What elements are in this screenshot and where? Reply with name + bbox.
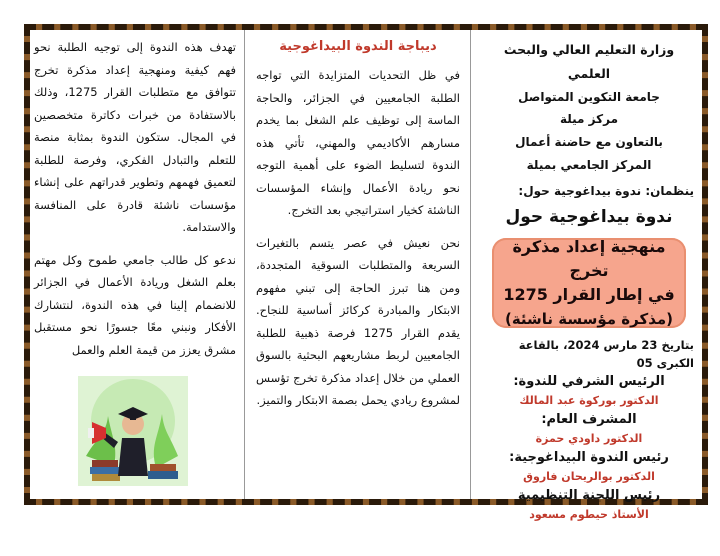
organize-line: ينظمان: ندوة بيداغوجية حول:	[518, 184, 694, 198]
role-title: الرئيس الشرفي للندوة:	[513, 374, 665, 389]
preamble-title: ديباجة الندوة البيداغوجية	[279, 39, 437, 54]
event-date: بتاريخ 23 مارس 2024، بالقاعة الكبرى 05	[518, 338, 694, 370]
preamble-paragraph-2: نحن نعيش في عصر يتسم بالتغيرات السريعة والمتطلبات السوقية المتجددة، ومن هنا تبرز الحاجة إلى تبني مفهوم الابتكار والمبادرة كركائز أساسية للنجاح. يقدم القرار 1275 فرصة ذهبية للطلبة الجامعيين لربط مشاريعهم البحثية بالسوق العملي من خلال إعداد مذكرة تخرج تؤسس لمشروع ريادي يحمل بصمة الابتكار والتميز.	[256, 235, 460, 407]
column-divider	[470, 30, 471, 499]
partner-line-1: بالتعاون مع حاضنة أعمال	[515, 135, 663, 149]
brochure-frame	[24, 24, 708, 521]
theme-line-3: (مذكرة مؤسسة ناشئة)	[504, 310, 674, 328]
cover-panel	[476, 30, 702, 521]
graduate-with-megaphone-icon	[78, 376, 188, 486]
roles-list	[484, 372, 694, 524]
role-title: رئيس اللجنة التنظيمية	[517, 488, 661, 503]
invitation-paragraph: ندعو كل طالب جامعي طموح وكل مهتم بعلم الشغل وريادة الأعمال في الجزائر للانضمام إلينا في هذه الندوة، لنتشارك الأفكار ونبني معًا جسورًا نحو مستقبل مشرق يعزز من قيمة العلم والعمل	[34, 252, 236, 357]
partner-line-2: المركز الجامعي بميلة	[526, 158, 652, 172]
preamble-paragraph-1: في ظل التحديات المتزايدة التي تواجه الطلبة الجامعيين في الجزائر، والحاجة الماسة إلى توظيف علم الشغل بما يخدم مسارهم الأكاديمي والمهني، تأتي هذه الندوة لتسليط الضوء على أهمية التوجه نحو ريادة الأعمال وإنشاء المؤسسات الناشئة كخيار استراتيجي بعد التخرج.	[256, 68, 460, 217]
theme-box	[492, 238, 686, 328]
role-person: الدكتور بوالريحان فاروق	[523, 470, 655, 483]
role-person: الدكتور بوركوة عبد المالك	[519, 394, 659, 407]
theme-line-2: في إطار القرار 1275	[503, 285, 675, 304]
university-name: جامعة التكوين المتواصل	[518, 90, 660, 104]
ministry-name: وزارة التعليم العالي والبحث العلمي	[503, 42, 675, 81]
goals-paragraph-1: تهدف هذه الندوة إلى توجيه الطلبة نحو فهم كيفية ومنهجية إعداد مذكرة تخرج تتوافق مع متطلبات القرار 1275، وذلك بالاستفادة من خبرات دكاترة متخصصين في المجال. ستكون الندوة بمثابة منصة للتعلم والتبادل الفكري، وفرصة للطلبة لتعميق فهمهم وتطوير قدراتهم على إنشاء مؤسسات ناشئة قادرة على المنافسة والاستدامة.	[34, 40, 236, 234]
role-title: المشرف العام:	[541, 412, 637, 427]
role-person: الأستاذ حيطوم مسعود	[529, 508, 649, 521]
preamble-panel	[250, 30, 466, 499]
center-name: مركز ميلة	[559, 112, 619, 126]
seminar-heading: ندوة بيداغوجية حول	[505, 207, 673, 227]
role-person: الدكتور داودي حمزة	[535, 432, 643, 445]
theme-line-1: منهجية إعداد مذكرة تخرج	[512, 237, 666, 280]
column-divider	[244, 30, 245, 499]
role-title: رئيس الندوة البيداغوجية:	[509, 450, 669, 465]
